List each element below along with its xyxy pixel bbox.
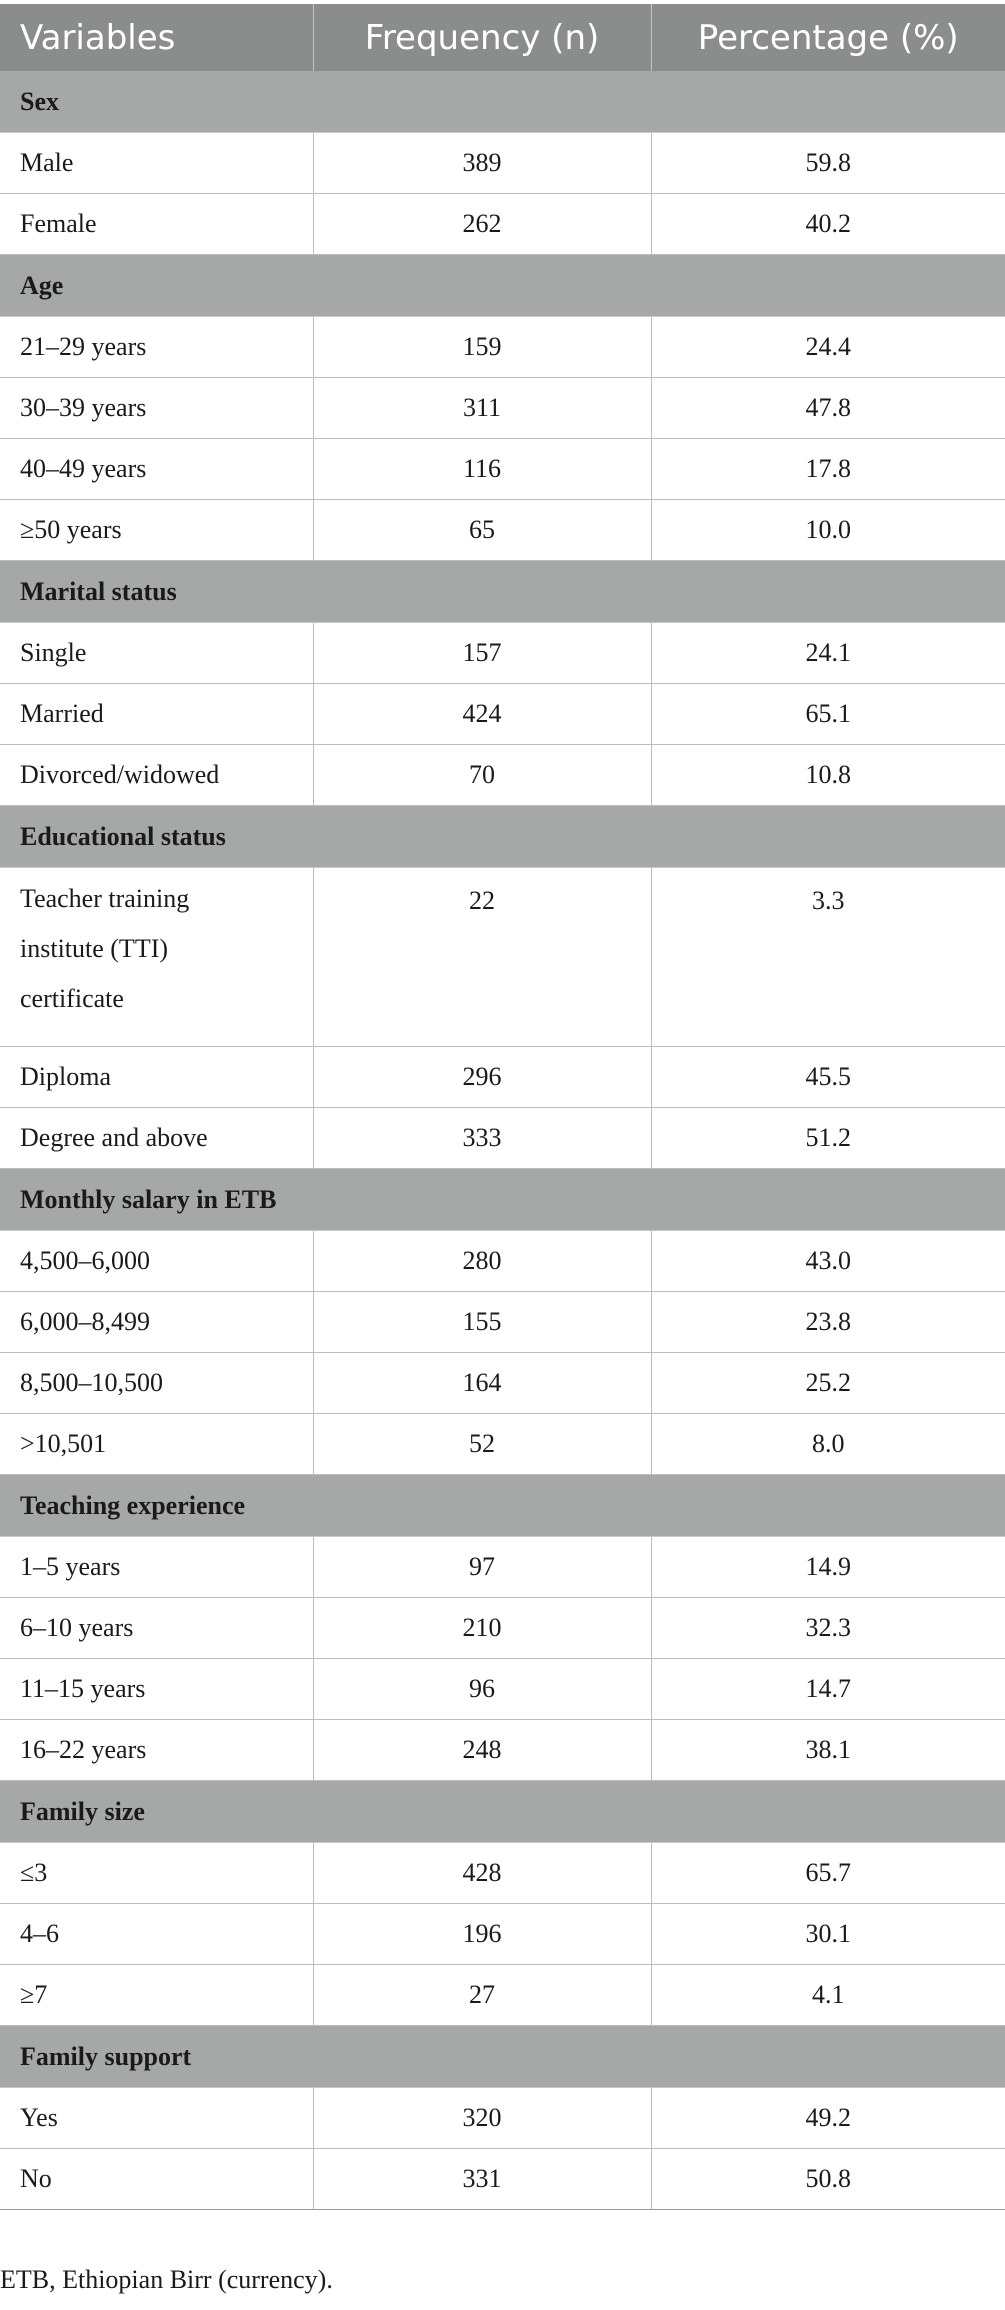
section-row: [0, 255, 1005, 317]
percentage-cell: 14.9: [651, 1537, 1005, 1598]
frequency-cell: 296: [313, 1047, 651, 1108]
frequency-cell: 389: [313, 133, 651, 194]
table-row: [0, 133, 1005, 194]
row-label: 16–22 years: [0, 1720, 313, 1781]
section-title: Educational status: [0, 806, 1005, 868]
percentage-cell: 23.8: [651, 1292, 1005, 1353]
frequency-cell: 210: [313, 1598, 651, 1659]
frequency-cell: 280: [313, 1231, 651, 1292]
percentage-cell: 10.0: [651, 500, 1005, 561]
frequency-cell: 159: [313, 317, 651, 378]
section-row: [0, 71, 1005, 133]
row-label: >10,501: [0, 1414, 313, 1475]
section-title: Family size: [0, 1781, 1005, 1843]
row-label: 4–6: [0, 1904, 313, 1965]
percentage-cell: 50.8: [651, 2149, 1005, 2210]
percentage-cell: 65.1: [651, 684, 1005, 745]
frequency-cell: 157: [313, 623, 651, 684]
percentage-cell: 14.7: [651, 1659, 1005, 1720]
row-label: 6–10 years: [0, 1598, 313, 1659]
frequency-cell: 331: [313, 2149, 651, 2210]
frequency-cell: 22: [313, 868, 651, 1047]
table-row: [0, 684, 1005, 745]
frequency-cell: 333: [313, 1108, 651, 1169]
table-row: [0, 1904, 1005, 1965]
table-body: [0, 71, 1005, 2210]
row-label: Diploma: [0, 1047, 313, 1108]
percentage-cell: 40.2: [651, 194, 1005, 255]
row-label: ≤3: [0, 1843, 313, 1904]
column-header-frequency: Frequency (n): [313, 4, 651, 71]
section-title: Sex: [0, 71, 1005, 133]
frequency-cell: 320: [313, 2088, 651, 2149]
table-row: [0, 317, 1005, 378]
row-label: ≥50 years: [0, 500, 313, 561]
percentage-cell: 47.8: [651, 378, 1005, 439]
frequency-cell: 70: [313, 745, 651, 806]
frequency-cell: 196: [313, 1904, 651, 1965]
table-row: [0, 2088, 1005, 2149]
percentage-cell: 17.8: [651, 439, 1005, 500]
frequency-cell: 248: [313, 1720, 651, 1781]
section-row: [0, 806, 1005, 868]
row-label: 4,500–6,000: [0, 1231, 313, 1292]
table-row: [0, 1720, 1005, 1781]
percentage-cell: 59.8: [651, 133, 1005, 194]
row-label: 11–15 years: [0, 1659, 313, 1720]
table-row: [0, 1231, 1005, 1292]
section-title: Family support: [0, 2026, 1005, 2088]
percentage-cell: 4.1: [651, 1965, 1005, 2026]
percentage-cell: 24.4: [651, 317, 1005, 378]
frequency-cell: 262: [313, 194, 651, 255]
row-label: Female: [0, 194, 313, 255]
table-row: [0, 1047, 1005, 1108]
percentage-cell: 30.1: [651, 1904, 1005, 1965]
row-label: 1–5 years: [0, 1537, 313, 1598]
row-label: 30–39 years: [0, 378, 313, 439]
section-row: [0, 2026, 1005, 2088]
percentage-cell: 65.7: [651, 1843, 1005, 1904]
table-row: [0, 1965, 1005, 2026]
row-label: 40–49 years: [0, 439, 313, 500]
percentage-cell: 8.0: [651, 1414, 1005, 1475]
table-footnote: ETB, Ethiopian Birr (currency).: [0, 2265, 333, 2294]
section-title: Marital status: [0, 561, 1005, 623]
frequency-cell: 27: [313, 1965, 651, 2026]
row-label: Degree and above: [0, 1108, 313, 1169]
frequency-cell: 428: [313, 1843, 651, 1904]
row-label: Married: [0, 684, 313, 745]
table-row: [0, 439, 1005, 500]
table-row: [0, 745, 1005, 806]
table-row: [0, 868, 1005, 1047]
percentage-cell: 3.3: [651, 868, 1005, 1047]
section-title: Age: [0, 255, 1005, 317]
row-label: Teacher training institute (TTI) certificate: [0, 868, 313, 1047]
frequency-cell: 424: [313, 684, 651, 745]
column-header-percentage: Percentage (%): [651, 4, 1005, 71]
frequency-cell: 311: [313, 378, 651, 439]
table-row: [0, 378, 1005, 439]
table-row: [0, 1537, 1005, 1598]
percentage-cell: 24.1: [651, 623, 1005, 684]
percentage-cell: 10.8: [651, 745, 1005, 806]
column-header-variables: Variables: [0, 4, 313, 71]
percentage-cell: 49.2: [651, 2088, 1005, 2149]
row-label: No: [0, 2149, 313, 2210]
percentage-cell: 51.2: [651, 1108, 1005, 1169]
table-row: [0, 194, 1005, 255]
frequency-cell: 155: [313, 1292, 651, 1353]
table-header: [0, 4, 1005, 71]
table-row: [0, 1843, 1005, 1904]
table-row: [0, 1353, 1005, 1414]
table-row: [0, 1598, 1005, 1659]
percentage-cell: 45.5: [651, 1047, 1005, 1108]
frequency-cell: 164: [313, 1353, 651, 1414]
frequency-cell: 97: [313, 1537, 651, 1598]
section-title: Teaching experience: [0, 1475, 1005, 1537]
row-label: Male: [0, 133, 313, 194]
row-label: Divorced/widowed: [0, 745, 313, 806]
section-title: Monthly salary in ETB: [0, 1169, 1005, 1231]
section-row: [0, 1475, 1005, 1537]
row-label: 6,000–8,499: [0, 1292, 313, 1353]
table-row: [0, 1414, 1005, 1475]
percentage-cell: 32.3: [651, 1598, 1005, 1659]
row-label: 8,500–10,500: [0, 1353, 313, 1414]
frequency-cell: 116: [313, 439, 651, 500]
row-label: Yes: [0, 2088, 313, 2149]
table-row: [0, 2149, 1005, 2210]
percentage-cell: 25.2: [651, 1353, 1005, 1414]
frequency-cell: 65: [313, 500, 651, 561]
table-row: [0, 623, 1005, 684]
section-row: [0, 1781, 1005, 1843]
percentage-cell: 38.1: [651, 1720, 1005, 1781]
demographics-table: [0, 4, 1005, 2210]
section-row: [0, 1169, 1005, 1231]
frequency-cell: 96: [313, 1659, 651, 1720]
percentage-cell: 43.0: [651, 1231, 1005, 1292]
row-label: Single: [0, 623, 313, 684]
row-label: 21–29 years: [0, 317, 313, 378]
table-row: [0, 1108, 1005, 1169]
row-label: ≥7: [0, 1965, 313, 2026]
table-row: [0, 1292, 1005, 1353]
table-row: [0, 1659, 1005, 1720]
frequency-cell: 52: [313, 1414, 651, 1475]
section-row: [0, 561, 1005, 623]
table-row: [0, 500, 1005, 561]
